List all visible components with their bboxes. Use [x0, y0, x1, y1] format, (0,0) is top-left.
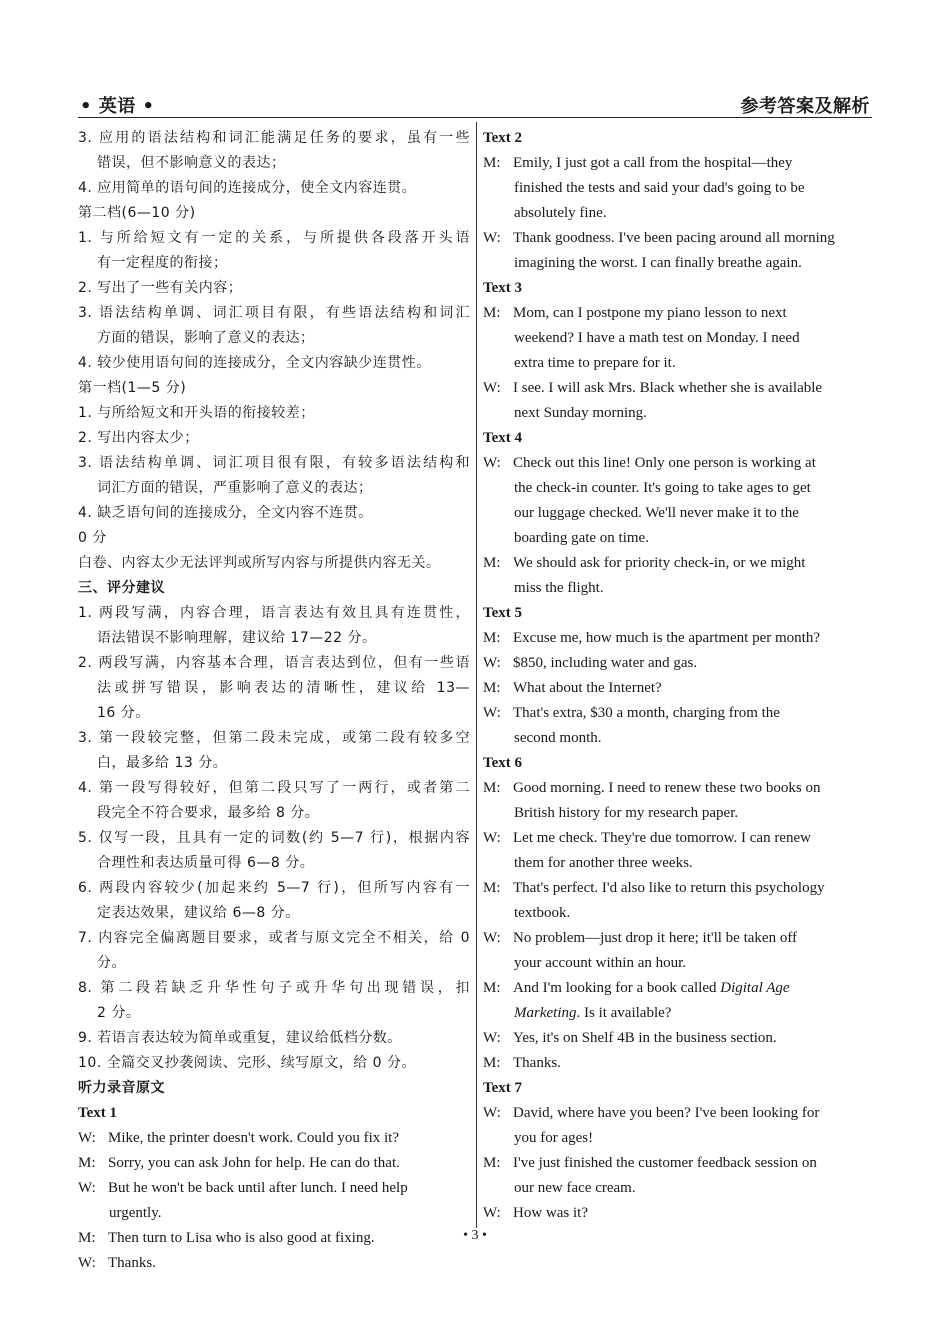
text-line: 分。	[97, 955, 126, 971]
dialogue-cont: the check-in counter. It's going to take ages to get	[514, 480, 811, 496]
dialogue-text: That's perfect. I'd also like to return this psychology	[513, 880, 825, 896]
dialogue-cont: miss the flight.	[514, 580, 604, 596]
text-line: 5. 仅写一段，且具有一定的词数(约 5—7 行)，根据内容	[78, 830, 470, 846]
dialogue-line	[483, 976, 875, 1001]
dialogue-cont: our luggage checked. We'll never make it to the	[514, 505, 799, 521]
dialogue-text: Emily, I just got a call from the hospital—they	[513, 155, 793, 171]
dialogue-text: Good morning. I need to renew these two books on	[513, 780, 821, 796]
speaker-label: W:	[483, 655, 501, 671]
dialogue-line	[78, 1176, 470, 1201]
dialogue-text: Let me check. They're due tomorrow. I can renew	[513, 830, 811, 846]
section-heading: 三、评分建议	[78, 580, 165, 596]
speaker-label: W:	[483, 1105, 501, 1121]
dialogue-line	[483, 926, 875, 951]
dialogue-text: . Is it available?	[576, 1005, 672, 1021]
dialogue-cont: absolutely fine.	[514, 205, 607, 221]
dialogue-text: Mike, the printer doesn't work. Could you fix it?	[108, 1130, 399, 1146]
text-line: 词汇方面的错误，严重影响了意义的表达；	[97, 480, 373, 496]
text-line: 2. 两段写满，内容基本合理，语言表达到位，但有一些语	[78, 655, 470, 671]
dialogue-cont: second month.	[514, 730, 602, 746]
left-column	[78, 126, 470, 1276]
text-line: 有一定程度的衔接；	[97, 255, 228, 271]
dialogue-line	[483, 676, 875, 701]
text-line: 9. 若语言表达较为简单或重复，建议给低档分数。	[78, 1030, 402, 1046]
dialogue-cont: textbook.	[514, 905, 571, 921]
speaker-label: M:	[483, 780, 501, 796]
speaker-label: M:	[483, 1155, 501, 1171]
text-line: 3. 第一段较完整，但第二段未完成，或第二段有较多空	[78, 730, 470, 746]
dialogue-line	[483, 776, 875, 801]
speaker-label: M:	[483, 555, 501, 571]
dialogue-text: No problem—just drop it here; it'll be taken off	[513, 930, 798, 946]
dialogue-cont: finished the tests and said your dad's going to be	[514, 180, 805, 196]
dialogue-text: Excuse me, how much is the apartment per month?	[513, 630, 820, 646]
dialogue-line	[483, 626, 875, 651]
dialogue-text: And I'm looking for a book called	[513, 980, 721, 996]
speaker-label: W:	[78, 1255, 96, 1271]
column-divider	[476, 122, 477, 1228]
dialogue-cont: you for ages!	[514, 1130, 594, 1146]
dialogue-text: We should ask for priority check-in, or we might	[513, 555, 806, 571]
text-line: 4. 第一段写得较好，但第二段只写了一两行，或者第二	[78, 780, 470, 796]
text-line: 第一档(1—5 分)	[78, 380, 187, 396]
speaker-label: W:	[483, 705, 501, 721]
text-line: 3. 应用的语法结构和词汇能满足任务的要求，虽有一些	[78, 130, 470, 146]
dialogue-line	[483, 226, 875, 251]
text-heading: Text 2	[483, 130, 523, 146]
text-line: 合理性和表达质量可得 6—8 分。	[97, 855, 315, 871]
dialogue-text: Check out this line! Only one person is working at	[513, 455, 816, 471]
text-line: 第二档(6—10 分)	[78, 205, 196, 221]
text-line: 4. 缺乏语句间的连接成分，全文内容不连贯。	[78, 505, 373, 521]
dialogue-line	[78, 1126, 470, 1151]
text-line: 3. 语法结构单调、词汇项目很有限，有较多语法结构和	[78, 455, 470, 471]
dialogue-line	[483, 1151, 875, 1176]
speaker-label: M:	[483, 980, 501, 996]
speaker-label: M:	[78, 1155, 96, 1171]
text-line: 4. 应用简单的语句间的连接成分，使全文内容连贯。	[78, 180, 417, 196]
dialogue-line	[483, 1026, 875, 1051]
dialogue-line	[483, 651, 875, 676]
dialogue-text: How was it?	[513, 1205, 588, 1221]
text-line: 1. 与所给短文有一定的关系，与所提供各段落开头语	[78, 230, 470, 246]
text-line: 0 分	[78, 530, 107, 546]
text-line: 4. 较少使用语句间的连接成分，全文内容缺少连贯性。	[78, 355, 431, 371]
dialogue-line	[483, 1051, 875, 1076]
text-line: 6. 两段内容较少(加起来约 5—7 行)，但所写内容有一	[78, 880, 470, 896]
book-title: Marketing	[514, 1005, 577, 1021]
dialogue-text: Yes, it's on Shelf 4B in the business section.	[513, 1030, 777, 1046]
speaker-label: M:	[483, 680, 501, 696]
speaker-label: M:	[483, 630, 501, 646]
text-heading: Text 6	[483, 755, 523, 771]
dialogue-text: I've just finished the customer feedback session on	[513, 1155, 817, 1171]
dialogue-cont: boarding gate on time.	[514, 530, 649, 546]
dialogue-text: Thanks.	[513, 1055, 561, 1071]
dialogue-text: But he won't be back until after lunch. I need help	[108, 1180, 408, 1196]
section-heading: 听力录音原文	[78, 1080, 165, 1096]
text-line: 8. 第二段若缺乏升华性句子或升华句出现错误，扣	[78, 980, 470, 996]
dialogue-cont: them for another three weeks.	[514, 855, 693, 871]
text-heading: Text 3	[483, 280, 523, 296]
speaker-label: W:	[78, 1180, 96, 1196]
dialogue-line	[483, 701, 875, 726]
text-line: 1. 与所给短文和开头语的衔接较差；	[78, 405, 315, 421]
text-line: 1. 两段写满，内容合理，语言表达有效且具有连贯性，	[78, 605, 470, 621]
text-line: 错误，但不影响意义的表达；	[97, 155, 286, 171]
right-column	[483, 126, 875, 1226]
text-line: 2 分。	[97, 1005, 141, 1021]
dialogue-text: Thanks.	[108, 1255, 156, 1271]
dialogue-cont: next Sunday morning.	[514, 405, 647, 421]
dialogue-cont: our new face cream.	[514, 1180, 636, 1196]
dialogue-line	[483, 826, 875, 851]
dialogue-line	[78, 1151, 470, 1176]
speaker-label: M:	[483, 155, 501, 171]
doc-title: 参考答案及解析	[740, 96, 870, 117]
speaker-label: M:	[483, 305, 501, 321]
dialogue-cont: extra time to prepare for it.	[514, 355, 676, 371]
text-line: 白卷、内容太少无法评判或所写内容与所提供内容无关。	[78, 555, 441, 571]
dialogue-line	[483, 876, 875, 901]
text-heading: Text 7	[483, 1080, 523, 1096]
dialogue-text: David, where have you been? I've been looking for	[513, 1105, 820, 1121]
dialogue-line	[483, 1101, 875, 1126]
dialogue-line	[483, 1201, 875, 1226]
text-line: 语法错误不影响理解，建议给 17—22 分。	[97, 630, 377, 646]
text-line: 定表达效果，建议给 6—8 分。	[97, 905, 300, 921]
dialogue-text: I see. I will ask Mrs. Black whether she is available	[513, 380, 823, 396]
text-line: 段完全不符合要求，最多给 8 分。	[97, 805, 320, 821]
dialogue-text: Then turn to Lisa who is also good at fixing.	[108, 1230, 375, 1246]
speaker-label: M:	[483, 880, 501, 896]
text-line: 10. 全篇交叉抄袭阅读、完形、续写原文，给 0 分。	[78, 1055, 417, 1071]
text-line: 16 分。	[97, 705, 150, 721]
dialogue-line	[483, 376, 875, 401]
dialogue-text: That's extra, $30 a month, charging from the	[513, 705, 780, 721]
page-number: • 3 •	[463, 1228, 487, 1243]
subject-label: • 英语 •	[80, 96, 155, 117]
dialogue-text: Sorry, you can ask John for help. He can do that.	[108, 1155, 400, 1171]
text-line: 方面的错误，影响了意义的表达；	[97, 330, 315, 346]
dialogue-cont: urgently.	[109, 1205, 162, 1221]
speaker-label: W:	[483, 230, 501, 246]
dialogue-line	[483, 301, 875, 326]
book-title: Digital Age	[720, 980, 790, 996]
dialogue-line	[483, 151, 875, 176]
dialogue-text: $850, including water and gas.	[513, 655, 698, 671]
speaker-label: W:	[483, 1205, 501, 1221]
dialogue-cont: weekend? I have a math test on Monday. I need	[514, 330, 800, 346]
speaker-label: W:	[483, 930, 501, 946]
speaker-label: W:	[483, 830, 501, 846]
dialogue-text: What about the Internet?	[513, 680, 662, 696]
text-heading: Text 5	[483, 605, 523, 621]
dialogue-cont: imagining the worst. I can finally breathe again.	[514, 255, 802, 271]
dialogue-cont	[483, 1001, 875, 1026]
speaker-label: W:	[483, 380, 501, 396]
speaker-label: M:	[78, 1230, 96, 1246]
page-header	[78, 88, 872, 118]
text-heading: Text 4	[483, 430, 523, 446]
speaker-label: W:	[483, 1030, 501, 1046]
text-line: 2. 写出了一些有关内容；	[78, 280, 243, 296]
dialogue-cont: British history for my research paper.	[514, 805, 739, 821]
text-line: 7. 内容完全偏离题目要求，或者与原文完全不相关，给 0	[78, 930, 470, 946]
dialogue-line	[78, 1251, 470, 1276]
speaker-label: W:	[483, 455, 501, 471]
dialogue-line	[483, 451, 875, 476]
dialogue-text: Thank goodness. I've been pacing around all morning	[513, 230, 835, 246]
dialogue-text: Mom, can I postpone my piano lesson to next	[513, 305, 787, 321]
text-heading: Text 1	[78, 1105, 118, 1121]
text-line: 白，最多给 13 分。	[97, 755, 228, 771]
text-line: 3. 语法结构单调、词汇项目有限，有些语法结构和词汇	[78, 305, 470, 321]
speaker-label: M:	[483, 1055, 501, 1071]
text-line: 2. 写出内容太少；	[78, 430, 199, 446]
dialogue-line	[483, 551, 875, 576]
speaker-label: W:	[78, 1130, 96, 1146]
text-line: 法或拼写错误，影响表达的清晰性，建议给 13—	[97, 680, 470, 696]
dialogue-cont: your account within an hour.	[514, 955, 687, 971]
